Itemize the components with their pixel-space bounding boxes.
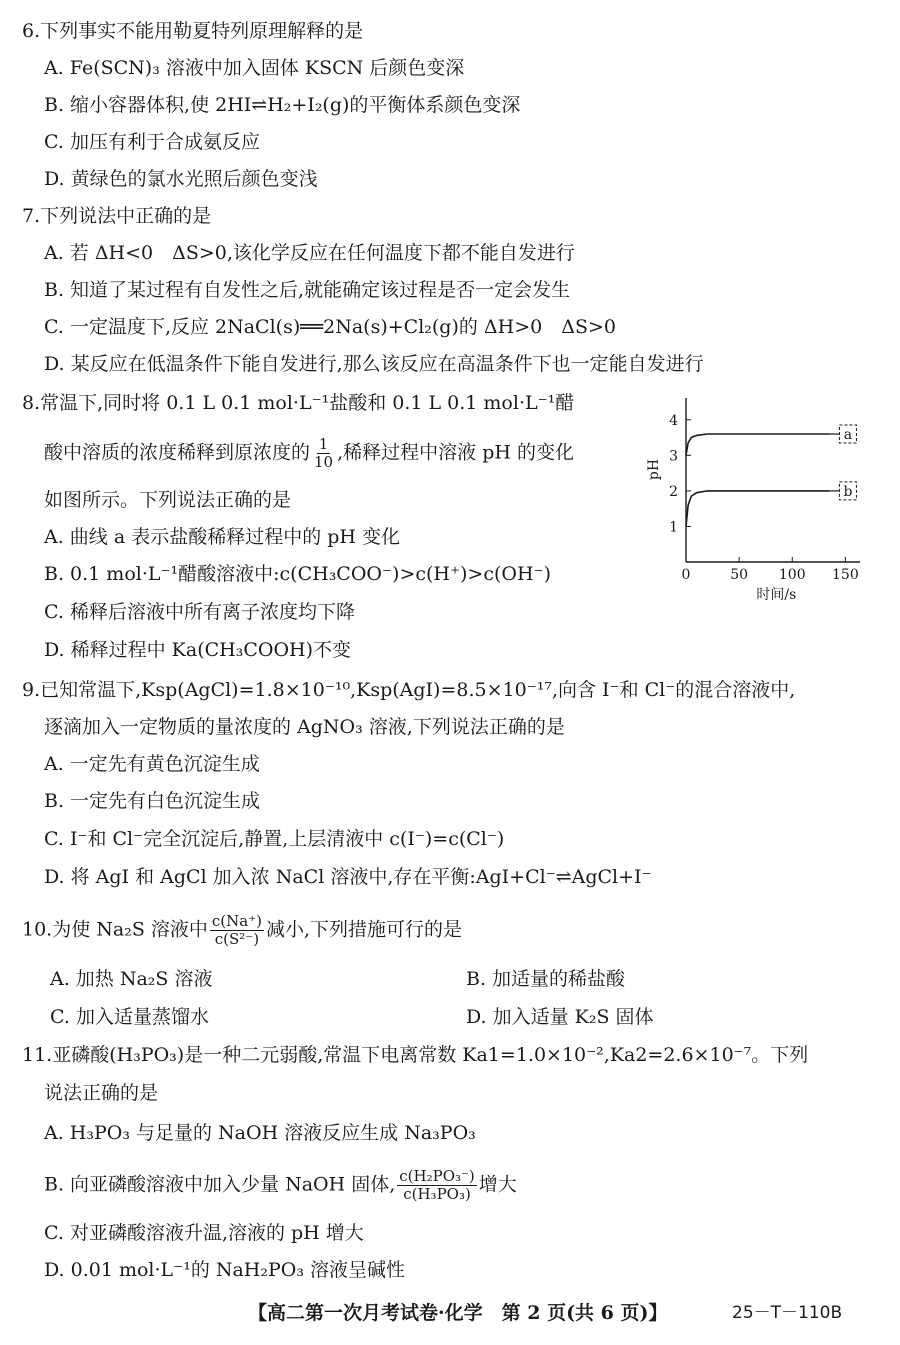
q6-stem: 6.下列事实不能用勒夏特列原理解释的是: [22, 20, 364, 42]
q11-option-d: D. 0.01 mol·L⁻¹的 NaH₂PO₃ 溶液呈碱性: [44, 1259, 406, 1281]
q10-option-a: A. 加热 Na₂S 溶液: [50, 968, 213, 990]
series-line-b: [686, 491, 829, 527]
x-axis-label: 时间/s: [756, 587, 797, 603]
q6-option-d: D. 黄绿色的氯水光照后颜色变浅: [44, 168, 318, 190]
q10-fraction-den: c(S²⁻): [214, 930, 260, 948]
chart-ticks: [669, 413, 859, 583]
q11-option-b-pre: B. 向亚磷酸溶液中加入少量 NaOH 固体,: [44, 1173, 396, 1196]
q7-option-d: D. 某反应在低温条件下能自发进行,那么该反应在高温条件下也一定能自发进行: [44, 353, 704, 375]
q10-stem-pre: 10.为使 Na₂S 溶液中: [22, 918, 208, 941]
x-tick-label: 50: [730, 567, 749, 583]
y-tick-label: 3: [669, 448, 678, 465]
q11-option-b: [44, 1168, 517, 1203]
q8-fraction: [312, 436, 335, 471]
q11-fraction-num: c(H₂PO₃⁻): [399, 1167, 475, 1185]
q11-fraction: [397, 1168, 477, 1203]
q10-option-d: D. 加入适量 K₂S 固体: [466, 1006, 654, 1028]
y-axis-label: pH: [646, 458, 662, 481]
footer-code: 25－T－110B: [732, 1303, 843, 1323]
q8-stem-line3: 如图所示。下列说法正确的是: [44, 489, 292, 511]
q8-option-a: A. 曲线 a 表示盐酸稀释过程中的 pH 变化: [44, 526, 401, 548]
y-tick-label: 2: [669, 483, 678, 500]
q11-stem-line1: 11.亚磷酸(H₃PO₃)是一种二元弱酸,常温下电离常数 Ka1=1.0×10⁻²,Ka2=2.6×10⁻⁷。下列: [22, 1044, 809, 1066]
q9-option-a: A. 一定先有黄色沉淀生成: [44, 753, 260, 775]
q7-option-c: C. 一定温度下,反应 2NaCl(s)══2Na(s)+Cl₂(g)的 ΔH>0 ΔS>0: [44, 316, 616, 338]
q11-option-b-post: 增大: [478, 1173, 517, 1196]
q7-option-b: B. 知道了某过程有自发性之后,就能确定该过程是否一定会发生: [44, 279, 571, 301]
q7-option-a: A. 若 ΔH<0 ΔS>0,该化学反应在任何温度下都不能自发进行: [44, 242, 575, 264]
q9-option-c: C. I⁻和 Cl⁻完全沉淀后,静置,上层清液中 c(I⁻)=c(Cl⁻): [44, 828, 505, 850]
y-tick-label: 1: [669, 519, 678, 536]
x-tick-label: 100: [778, 567, 806, 583]
series-label-b: b: [843, 483, 853, 500]
x-tick-label: 0: [681, 567, 691, 583]
q8-option-d: D. 稀释过程中 Ka(CH₃COOH)不变: [44, 639, 352, 661]
q10-fraction-num: c(Na⁺): [211, 912, 262, 930]
q10-stem-post: 减小,下列措施可行的是: [265, 918, 463, 941]
q8-fraction-num: 1: [318, 435, 329, 453]
x-tick-label: 150: [832, 567, 859, 583]
q9-stem-line2: 逐滴加入一定物质的量浓度的 AgNO₃ 溶液,下列说法正确的是: [44, 716, 565, 738]
y-tick-label: 4: [669, 412, 678, 429]
q7-stem: 7.下列说法中正确的是: [22, 205, 212, 227]
footer-title: 【高二第一次月考试卷·化学 第 2 页(共 6 页)】: [248, 1302, 668, 1324]
ph-dilution-chart: [640, 392, 890, 612]
q11-option-c: C. 对亚磷酸溶液升温,溶液的 pH 增大: [44, 1222, 364, 1244]
q8-stem-line2-pre: 酸中溶质的浓度稀释到原浓度的: [44, 441, 311, 464]
q8-stem-line1: 8.常温下,同时将 0.1 L 0.1 mol·L⁻¹盐酸和 0.1 L 0.1 mol·L⁻¹醋: [22, 392, 575, 414]
q10-option-b: B. 加适量的稀盐酸: [466, 968, 626, 990]
q11-stem-line2: 说法正确的是: [44, 1082, 159, 1104]
q11-option-a: A. H₃PO₃ 与足量的 NaOH 溶液反应生成 Na₃PO₃: [44, 1122, 476, 1144]
q10-fraction: [210, 913, 264, 948]
q9-stem-line1: 9.已知常温下,Ksp(AgCl)=1.8×10⁻¹⁰,Ksp(AgI)=8.5×10⁻¹⁷,向含 I⁻和 Cl⁻的混合溶液中,: [22, 679, 796, 701]
q8-option-b: B. 0.1 mol·L⁻¹醋酸溶液中:c(CH₃COO⁻)>c(H⁺)>c(OH⁻): [44, 563, 551, 585]
q9-option-b: B. 一定先有白色沉淀生成: [44, 790, 261, 812]
q6-option-b: B. 缩小容器体积,使 2HI⇌H₂+I₂(g)的平衡体系颜色变深: [44, 94, 521, 116]
series-label-a: a: [843, 427, 853, 443]
q10-option-c: C. 加入适量蒸馏水: [50, 1006, 209, 1028]
q8-fraction-den: 10: [314, 453, 334, 471]
q6-option-c: C. 加压有利于合成氨反应: [44, 131, 260, 153]
q6-option-a: A. Fe(SCN)₃ 溶液中加入固体 KSCN 后颜色变深: [44, 57, 465, 79]
q9-option-d: D. 将 AgI 和 AgCl 加入浓 NaCl 溶液中,存在平衡:AgI+Cl⁻⇌AgCl+I⁻: [44, 866, 652, 888]
q8-stem-line2: [44, 436, 574, 471]
q11-fraction-den: c(H₃PO₃): [403, 1185, 471, 1203]
chart-series: [686, 425, 856, 526]
chart-axes: [686, 398, 860, 562]
q10-stem: [22, 913, 462, 948]
q8-option-c: C. 稀释后溶液中所有离子浓度均下降: [44, 601, 355, 623]
series-line-a: [686, 434, 829, 455]
q8-stem-line2-post: ,稀释过程中溶液 pH 的变化: [337, 441, 574, 464]
